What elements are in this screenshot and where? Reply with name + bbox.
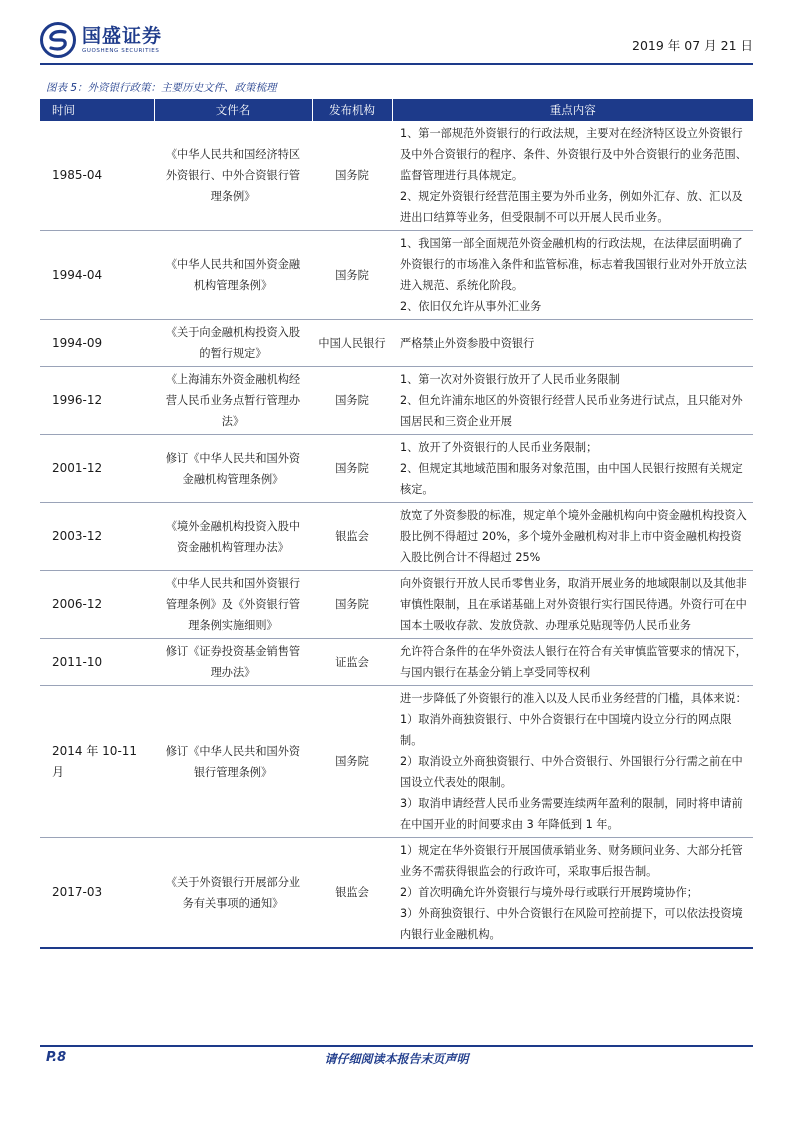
table-row xyxy=(40,686,753,838)
brand-name: 国盛证券 xyxy=(82,25,163,47)
content-cell xyxy=(392,838,753,949)
issuer-cell: 银监会 xyxy=(312,503,392,571)
time-cell: 1985-04 xyxy=(40,121,154,231)
table-row xyxy=(40,503,753,571)
content-line: 1、放开了外资银行的人民币业务限制； xyxy=(400,441,598,454)
time-cell: 2014 年 10-11 月 xyxy=(40,686,154,838)
footer-disclaimer: 请仔细阅读本报告末页声明 xyxy=(324,1052,469,1066)
content-line: 允许符合条件的在华外资法人银行在符合有关审慎监管要求的情况下，与国内银行在基金分销上享受同等权利 xyxy=(400,645,747,679)
document-cell: 《中华人民共和国经济特区外资银行、中外合资银行管理条例》 xyxy=(154,121,312,231)
content-cell xyxy=(392,231,753,320)
issuer-cell: 国务院 xyxy=(312,435,392,503)
policy-table xyxy=(40,99,753,949)
content-cell xyxy=(392,121,753,231)
issuer-cell: 国务院 xyxy=(312,686,392,838)
header-content: 重点内容 xyxy=(392,99,753,121)
content-line: 2、规定外资银行经营范围主要为外币业务，例如外汇存、放、汇以及进出口结算等业务，但受限制不可以开展人民币业务。 xyxy=(400,190,743,224)
table-row xyxy=(40,367,753,435)
issuer-cell: 银监会 xyxy=(312,838,392,949)
content-cell xyxy=(392,639,753,686)
brand-logo-icon xyxy=(40,22,76,58)
table-row xyxy=(40,639,753,686)
document-cell: 《上海浦东外资金融机构经营人民币业务点暂行管理办法》 xyxy=(154,367,312,435)
content-line: 1、第一部规范外资银行的行政法规，主要对在经济特区设立外资银行及中外合资银行的程序、条件、外资银行及中外合资银行的业务范围、监督管理进行具体规定。 xyxy=(400,127,747,182)
table-row xyxy=(40,838,753,949)
content-line: 1、第一次对外资银行放开了人民币业务限制 xyxy=(400,373,620,386)
content-line: 2）取消设立外商独资银行、中外合资银行、外国银行分行需之前在中国设立代表处的限制。 xyxy=(400,755,743,789)
issuer-cell: 证监会 xyxy=(312,639,392,686)
content-line: 1、我国第一部全面规范外资金融机构的行政法规，在法律层面明确了外资银行的市场准入条件和监管标准，标志着我国银行业对外开放立法进入规范、系统化阶段。 xyxy=(400,237,747,292)
content-line: 2）首次明确允许外资银行与境外母行或联行开展跨境协作； xyxy=(400,886,698,899)
page-number: P.8 xyxy=(46,1050,67,1065)
table-body xyxy=(40,121,753,948)
brand-logo xyxy=(40,20,162,60)
table-caption: 图表 5：外资银行政策：主要历史文件、政策梳理 xyxy=(46,82,277,94)
document-cell: 《关于外资银行开展部分业务有关事项的通知》 xyxy=(154,838,312,949)
content-line: 2、依旧仅允许从事外汇业务 xyxy=(400,300,542,313)
header-divider xyxy=(40,63,753,65)
time-cell: 2017-03 xyxy=(40,838,154,949)
document-cell: 修订《中华人民共和国外资银行管理条例》 xyxy=(154,686,312,838)
brand-name-en: GUOSHENG SECURITIES xyxy=(82,48,160,54)
content-line: 严格禁止外资参股中资银行 xyxy=(400,336,535,350)
content-cell xyxy=(392,367,753,435)
report-date: 2019 年 07 月 21 日 xyxy=(632,38,753,53)
table-header-row xyxy=(40,99,753,121)
content-line: 向外资银行开放人民币零售业务，取消开展业务的地域限制以及其他非审慎性限制，且在承诺基础上对外资银行实行国民待遇。外资行可在中国本土吸收存款、发放贷款、办理承兑贴现等仍人民币业务 xyxy=(400,577,747,632)
issuer-cell: 国务院 xyxy=(312,231,392,320)
content-line: 2、但规定其地域范围和服务对象范围，由中国人民银行按照有关规定核定。 xyxy=(400,462,743,496)
time-cell: 2006-12 xyxy=(40,571,154,639)
time-cell: 2003-12 xyxy=(40,503,154,571)
document-cell: 修订《证券投资基金销售管理办法》 xyxy=(154,639,312,686)
time-cell: 1994-04 xyxy=(40,231,154,320)
content-line: 放宽了外资参股的标准，规定单个境外金融机构向中资金融机构投资入股比例不得超过 20%，多个境外金融机构对非上市中资金融机构投资入股比例合计不得超过 25% xyxy=(400,509,747,564)
footer-divider xyxy=(40,1045,753,1047)
table-row xyxy=(40,571,753,639)
issuer-cell: 中国人民银行 xyxy=(312,320,392,367)
table-row xyxy=(40,231,753,320)
document-cell: 《中华人民共和国外资金融机构管理条例》 xyxy=(154,231,312,320)
content-cell xyxy=(392,435,753,503)
issuer-cell: 国务院 xyxy=(312,571,392,639)
time-cell: 1994-09 xyxy=(40,320,154,367)
content-line: 进一步降低了外资银行的准入以及人民币业务经营的门槛，具体来说： xyxy=(400,692,747,705)
table-row xyxy=(40,121,753,231)
document-cell: 《中华人民共和国外资银行管理条例》及《外资银行管理条例实施细则》 xyxy=(154,571,312,639)
content-line: 3）外商独资银行、中外合资银行在风险可控前提下，可以依法投资境内银行业金融机构。 xyxy=(400,907,743,941)
time-cell: 1996-12 xyxy=(40,367,154,435)
content-line: 3）取消申请经营人民币业务需要连续两年盈利的限制，同时将申请前在中国开业的时间要求由 3 年降低到 1 年。 xyxy=(400,797,743,831)
document-cell: 修订《中华人民共和国外资金融机构管理条例》 xyxy=(154,435,312,503)
document-cell: 《关于向金融机构投资入股的暂行规定》 xyxy=(154,320,312,367)
issuer-cell: 国务院 xyxy=(312,121,392,231)
header-issuer: 发布机构 xyxy=(312,99,392,121)
time-cell: 2001-12 xyxy=(40,435,154,503)
document-cell: 《境外金融机构投资入股中资金融机构管理办法》 xyxy=(154,503,312,571)
content-cell xyxy=(392,320,753,367)
table-row xyxy=(40,435,753,503)
content-line: 1）取消外商独资银行、中外合资银行在中国境内设立分行的网点限制。 xyxy=(400,713,732,747)
time-cell: 2011-10 xyxy=(40,639,154,686)
header-document: 文件名 xyxy=(154,99,312,121)
issuer-cell: 国务院 xyxy=(312,367,392,435)
content-line: 2、但允许浦东地区的外资银行经营人民币业务进行试点，且只能对外国居民和三资企业开展 xyxy=(400,394,743,428)
content-cell xyxy=(392,503,753,571)
content-cell xyxy=(392,571,753,639)
table-row xyxy=(40,320,753,367)
content-cell xyxy=(392,686,753,838)
header-time: 时间 xyxy=(40,99,154,121)
page-header xyxy=(40,20,753,62)
content-line: 1）规定在华外资银行开展国债承销业务、财务顾问业务、大部分托管业务不需获得银监会的行政许可，采取事后报告制。 xyxy=(400,844,743,878)
